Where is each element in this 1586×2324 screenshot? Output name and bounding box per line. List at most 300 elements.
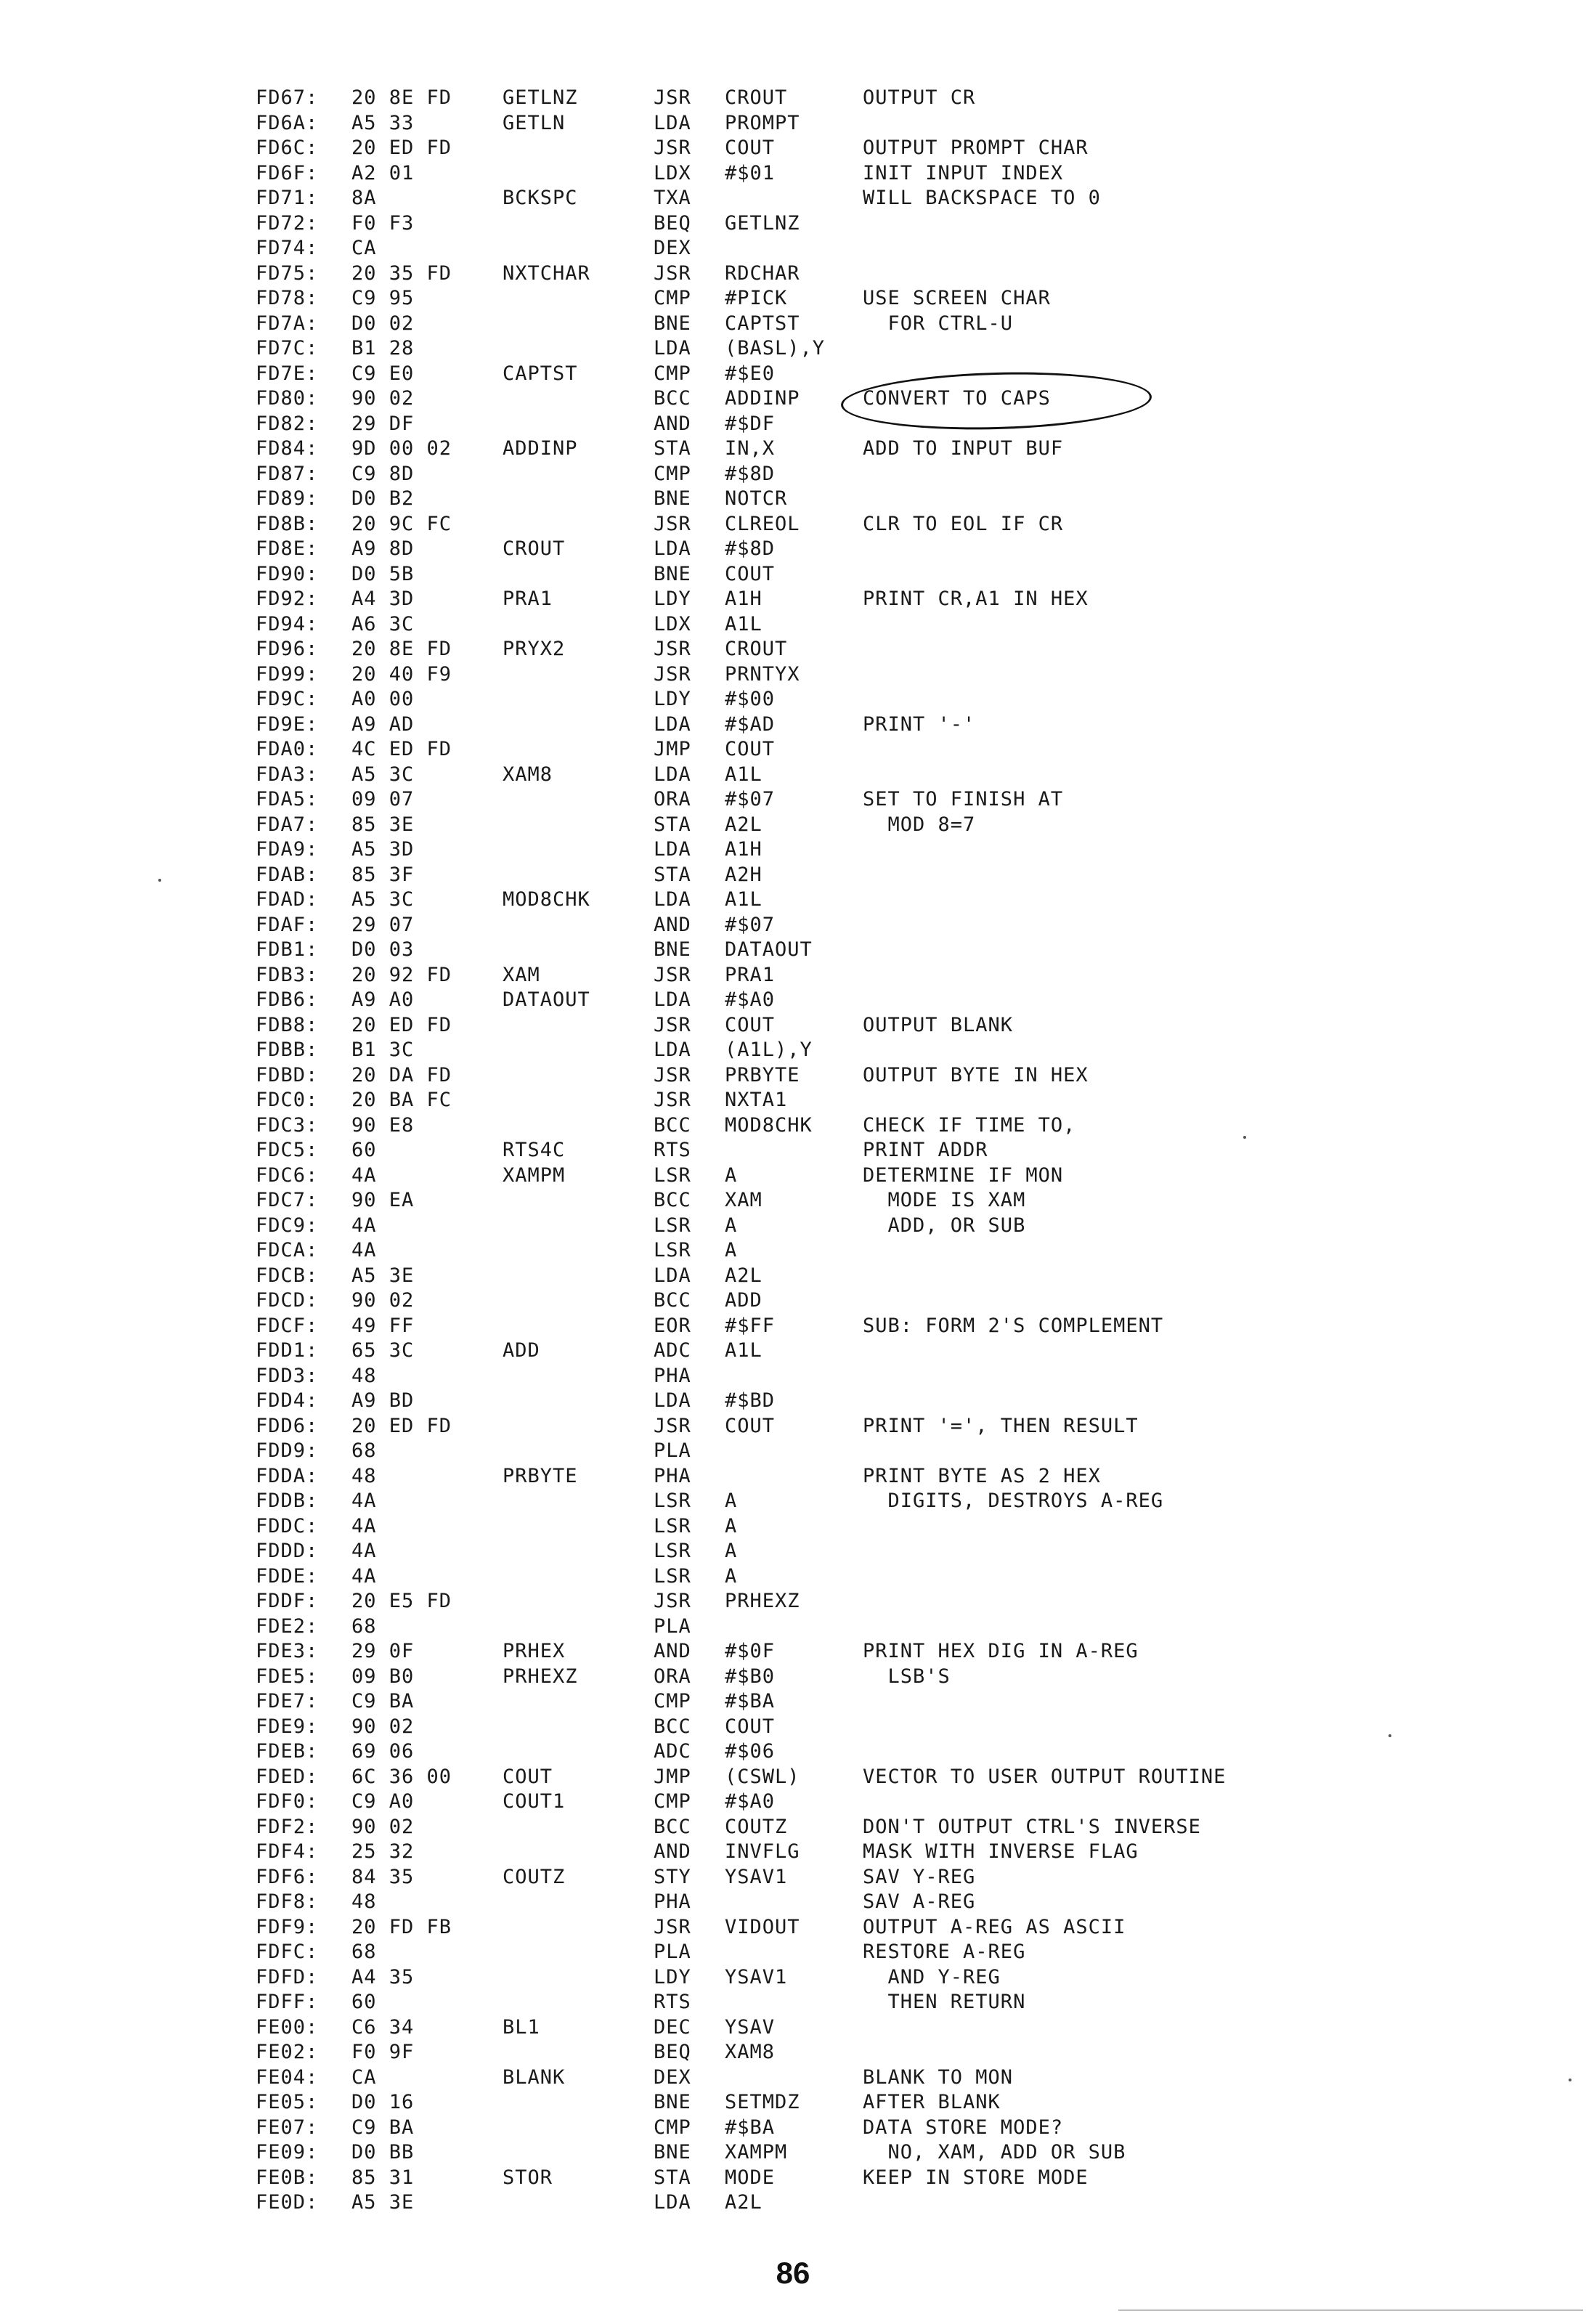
line-operand: COUT (725, 137, 776, 159)
line-label: PRHEX (503, 1640, 566, 1662)
listing-line (256, 186, 1345, 211)
line-bytes: A5 3E (351, 1264, 415, 1287)
listing-line (256, 562, 1345, 588)
line-comment: DETERMINE IF MON (863, 1163, 1064, 1187)
line-operand: A1L (725, 612, 762, 635)
line-bytes: 85 3F (351, 863, 415, 886)
line-op: JSR (654, 1063, 691, 1086)
listing-line (256, 587, 1345, 612)
line-addr: FE02: (256, 2041, 319, 2063)
line-addr: FDC7: (256, 1189, 319, 1211)
line-label: GETLN (503, 111, 566, 134)
listing-line (256, 336, 1345, 362)
line-operand: PRHEXZ (725, 1590, 800, 1612)
line-label: ADDINP (503, 437, 578, 460)
line-addr: FDAF: (256, 913, 319, 936)
line-operand: A (725, 1514, 738, 1537)
listing-line (256, 2040, 1345, 2065)
line-bytes: 90 EA (351, 1189, 415, 1211)
listing-line (256, 1364, 1345, 1389)
line-op: ADC (654, 1740, 691, 1763)
line-addr: FDE2: (256, 1614, 319, 1638)
line-op: ORA (654, 1665, 691, 1688)
line-addr: FDC3: (256, 1113, 319, 1137)
line-operand: A (725, 1163, 738, 1187)
line-bytes: C9 95 (351, 287, 415, 309)
line-bytes: CA (351, 237, 377, 259)
line-comment: FOR CTRL-U (863, 312, 1014, 335)
line-label: PRA1 (503, 588, 553, 610)
line-operand: #$8D (725, 537, 776, 560)
listing-line (256, 988, 1345, 1013)
line-bytes: 4A (351, 1214, 377, 1237)
line-bytes: 4A (351, 1540, 377, 1562)
line-bytes: 25 32 (351, 1840, 415, 1863)
line-operand: PROMPT (725, 111, 800, 134)
line-operand: RDCHAR (725, 261, 800, 285)
listing-line (256, 1414, 1345, 1439)
line-operand: #$B0 (725, 1665, 776, 1688)
line-bytes: B1 3C (351, 1039, 415, 1061)
listing-line (256, 462, 1345, 487)
line-op: CMP (654, 1790, 691, 1813)
line-addr: FDDC: (256, 1514, 319, 1537)
listing-line (256, 1389, 1345, 1414)
line-bytes: 90 E8 (351, 1113, 415, 1137)
line-addr: FDF8: (256, 1890, 319, 1913)
line-operand: #$BA (725, 1690, 776, 1712)
line-bytes: D0 16 (351, 2091, 415, 2113)
line-bytes: D0 02 (351, 312, 415, 335)
listing-line (256, 1314, 1345, 1339)
line-label: CAPTST (503, 362, 578, 385)
line-op: RTS (654, 1991, 691, 2013)
line-addr: FDE9: (256, 1715, 319, 1738)
line-bytes: A4 35 (351, 1965, 415, 1988)
listing-line (256, 913, 1345, 938)
listing-line (256, 1113, 1345, 1139)
line-op: JSR (654, 1590, 691, 1612)
line-operand: A (725, 1540, 738, 1562)
line-op: ADC (654, 1339, 691, 1362)
line-bytes: A5 3C (351, 888, 415, 911)
line-operand: #$E0 (725, 362, 776, 385)
line-operand: A (725, 1214, 738, 1237)
line-operand: CLREOL (725, 512, 800, 535)
line-op: STA (654, 437, 691, 460)
line-operand: IN,X (725, 437, 776, 460)
line-op: LDA (654, 838, 691, 861)
line-op: PHA (654, 1364, 691, 1387)
line-comment: OUTPUT BLANK (863, 1013, 1014, 1036)
listing-line (256, 687, 1345, 712)
line-label: COUTZ (503, 1865, 566, 1888)
line-bytes: F0 F3 (351, 211, 415, 235)
line-op: DEX (654, 237, 691, 259)
line-operand: VIDOUT (725, 1915, 800, 1938)
listing-line (256, 1439, 1345, 1464)
line-addr: FE04: (256, 2065, 319, 2089)
line-comment: PRINT ADDR (863, 1139, 988, 1161)
line-comment: NO, XAM, ADD OR SUB (863, 2141, 1126, 2163)
line-operand: A (725, 1490, 738, 1512)
listing-line (256, 312, 1345, 337)
listing-line (256, 1614, 1345, 1640)
line-op: LDA (654, 2191, 691, 2214)
line-comment: SET TO FINISH AT (863, 788, 1064, 810)
line-bytes: 85 31 (351, 2166, 415, 2189)
line-operand: ADD (725, 1289, 762, 1312)
line-addr: FDEB: (256, 1740, 319, 1763)
line-bytes: 20 BA FC (351, 1089, 452, 1111)
line-op: LDA (654, 888, 691, 911)
line-op: BCC (654, 1113, 691, 1137)
line-op: JSR (654, 137, 691, 159)
line-label: PRBYTE (503, 1464, 578, 1487)
listing-line (256, 1238, 1345, 1264)
line-operand: A (725, 1564, 738, 1588)
line-addr: FD6A: (256, 111, 319, 134)
line-label: NXTCHAR (503, 261, 590, 285)
listing-line (256, 637, 1345, 662)
line-comment: MODE IS XAM (863, 1189, 1026, 1211)
line-addr: FDC9: (256, 1214, 319, 1237)
listing-line (256, 1715, 1345, 1740)
listing-line (256, 386, 1345, 412)
listing-line (256, 111, 1345, 137)
line-bytes: A2 01 (351, 161, 415, 184)
bottom-rule (1118, 2309, 1583, 2311)
line-operand: CROUT (725, 638, 788, 660)
line-comment: AND Y-REG (863, 1965, 1001, 1988)
line-op: JMP (654, 738, 691, 760)
line-operand: PRNTYX (725, 662, 800, 686)
line-operand: #$8D (725, 462, 776, 485)
listing-line (256, 1940, 1345, 1965)
listing-line (256, 1138, 1345, 1163)
listing-line (256, 1689, 1345, 1715)
line-comment: DATA STORE MODE? (863, 2116, 1064, 2139)
line-addr: FDB3: (256, 963, 319, 986)
line-addr: FDCA: (256, 1239, 319, 1261)
line-op: RTS (654, 1139, 691, 1161)
line-bytes: C9 E0 (351, 362, 415, 385)
line-addr: FDAD: (256, 888, 319, 911)
line-label: ADD (503, 1339, 540, 1362)
listing-line (256, 1063, 1345, 1089)
line-addr: FE09: (256, 2141, 319, 2163)
line-op: AND (654, 1840, 691, 1863)
listing-line (256, 1464, 1345, 1490)
line-op: EOR (654, 1314, 691, 1337)
listing-line (256, 1539, 1345, 1564)
line-addr: FDA5: (256, 788, 319, 810)
line-bytes: C9 BA (351, 1690, 415, 1712)
line-operand: COUT (725, 1013, 776, 1036)
line-comment: INIT INPUT INDEX (863, 161, 1064, 184)
line-operand: PRA1 (725, 963, 776, 986)
line-operand: YSAV1 (725, 1865, 788, 1888)
line-addr: FDF4: (256, 1840, 319, 1863)
line-op: LSR (654, 1214, 691, 1237)
line-bytes: 48 (351, 1464, 377, 1487)
line-operand: DATAOUT (725, 938, 813, 961)
line-operand: COUT (725, 562, 776, 585)
line-addr: FDB1: (256, 938, 319, 961)
line-operand: CROUT (725, 86, 788, 109)
line-operand: XAMPM (725, 2141, 788, 2163)
line-addr: FE05: (256, 2091, 319, 2113)
line-addr: FD90: (256, 562, 319, 585)
line-op: CMP (654, 2116, 691, 2139)
line-op: BEQ (654, 211, 691, 235)
line-comment: DIGITS, DESTROYS A-REG (863, 1490, 1164, 1512)
line-bytes: 20 FD FB (351, 1915, 452, 1938)
listing-line (256, 1915, 1345, 1941)
line-op: PHA (654, 1464, 691, 1487)
listing-line (256, 612, 1345, 638)
line-bytes: 4A (351, 1514, 377, 1537)
line-op: CMP (654, 1690, 691, 1712)
line-op: BEQ (654, 2041, 691, 2063)
line-op: LDA (654, 763, 691, 786)
line-bytes: 4A (351, 1564, 377, 1588)
line-addr: FD7C: (256, 337, 319, 359)
line-addr: FD7A: (256, 312, 319, 335)
assembly-listing (256, 86, 1345, 2216)
listing-line (256, 662, 1345, 688)
listing-line (256, 1038, 1345, 1063)
line-addr: FDC5: (256, 1139, 319, 1161)
line-op: LDX (654, 161, 691, 184)
line-addr: FDFC: (256, 1941, 319, 1963)
line-op: JSR (654, 638, 691, 660)
line-bytes: A5 3E (351, 2191, 415, 2214)
line-operand: #$DF (725, 412, 776, 435)
line-operand: #$07 (725, 788, 776, 810)
line-bytes: 90 02 (351, 1289, 415, 1312)
line-comment: LSB'S (863, 1665, 951, 1688)
line-addr: FD99: (256, 662, 319, 686)
listing-line (256, 837, 1345, 863)
line-label: DATAOUT (503, 988, 590, 1011)
line-op: LDA (654, 337, 691, 359)
listing-line (256, 737, 1345, 763)
listing-line (256, 537, 1345, 562)
line-addr: FD74: (256, 237, 319, 259)
line-op: BNE (654, 938, 691, 961)
line-bytes: 9D 00 02 (351, 437, 452, 460)
line-operand: A2L (725, 2191, 762, 2214)
line-addr: FD6F: (256, 161, 319, 184)
line-op: LDA (654, 988, 691, 1011)
line-label: XAM (503, 963, 540, 986)
line-bytes: 68 (351, 1614, 377, 1638)
line-label: BCKSPC (503, 187, 578, 209)
line-op: CMP (654, 287, 691, 309)
line-operand: #$BD (725, 1389, 776, 1412)
line-bytes: 20 9C FC (351, 512, 452, 535)
listing-line (256, 1865, 1345, 1890)
line-label: STOR (503, 2166, 553, 2189)
line-bytes: 20 92 FD (351, 963, 452, 986)
listing-line (256, 1990, 1345, 2015)
line-bytes: 6C 36 00 (351, 1765, 452, 1788)
line-comment: PRINT BYTE AS 2 HEX (863, 1464, 1101, 1487)
line-addr: FD8E: (256, 537, 319, 560)
line-addr: FD7E: (256, 362, 319, 385)
line-label: COUT1 (503, 1790, 566, 1813)
listing-line (256, 813, 1345, 838)
line-op: LSR (654, 1514, 691, 1537)
line-bytes: 48 (351, 1890, 377, 1913)
line-addr: FDF2: (256, 1815, 319, 1838)
line-comment: CLR TO EOL IF CR (863, 512, 1064, 535)
line-addr: FD6C: (256, 137, 319, 159)
line-comment: OUTPUT BYTE IN HEX (863, 1063, 1089, 1086)
line-bytes: 69 06 (351, 1740, 415, 1763)
line-operand: #$A0 (725, 1790, 776, 1813)
line-comment: ADD TO INPUT BUF (863, 437, 1064, 460)
line-op: LDA (654, 537, 691, 560)
line-op: DEC (654, 2015, 691, 2039)
line-comment: MASK WITH INVERSE FLAG (863, 1840, 1139, 1863)
line-operand: (CSWL) (725, 1765, 800, 1788)
line-bytes: C6 34 (351, 2015, 415, 2039)
line-addr: FDBB: (256, 1039, 319, 1061)
line-label: COUT (503, 1765, 553, 1788)
listing-line (256, 512, 1345, 537)
line-bytes: A5 3D (351, 838, 415, 861)
line-addr: FD94: (256, 612, 319, 635)
line-op: BCC (654, 1715, 691, 1738)
line-op: PLA (654, 1614, 691, 1638)
line-bytes: 48 (351, 1364, 377, 1387)
line-addr: FE0B: (256, 2166, 319, 2189)
line-operand: A2L (725, 1264, 762, 1287)
line-bytes: 85 3E (351, 813, 415, 836)
line-operand: #$07 (725, 913, 776, 936)
listing-line (256, 1088, 1345, 1113)
line-addr: FD87: (256, 462, 319, 485)
line-comment: CONVERT TO CAPS (863, 387, 1051, 410)
line-bytes: B1 28 (351, 337, 415, 359)
listing-line (256, 1163, 1345, 1189)
line-op: JSR (654, 1915, 691, 1938)
line-comment: PRINT '=', THEN RESULT (863, 1414, 1139, 1437)
line-addr: FDCD: (256, 1289, 319, 1312)
line-addr: FD67: (256, 86, 319, 109)
line-comment: BLANK TO MON (863, 2065, 1014, 2089)
listing-line (256, 712, 1345, 738)
line-bytes: A5 3C (351, 763, 415, 786)
line-bytes: 90 02 (351, 1815, 415, 1838)
listing-line (256, 787, 1345, 813)
scan-speck (1569, 2079, 1571, 2081)
line-bytes: 09 07 (351, 788, 415, 810)
line-op: PLA (654, 1439, 691, 1462)
line-addr: FD8B: (256, 512, 319, 535)
line-addr: FDC0: (256, 1089, 319, 1111)
line-operand: COUT (725, 1414, 776, 1437)
line-operand: CAPTST (725, 312, 800, 335)
listing-line (256, 887, 1345, 913)
line-addr: FDD9: (256, 1439, 319, 1462)
line-op: JSR (654, 1414, 691, 1437)
line-bytes: 20 8E FD (351, 86, 452, 109)
line-op: JMP (654, 1765, 691, 1788)
line-op: BCC (654, 1189, 691, 1211)
listing-line (256, 2166, 1345, 2191)
line-addr: FD84: (256, 437, 319, 460)
line-bytes: A9 A0 (351, 988, 415, 1011)
listing-line (256, 1214, 1345, 1239)
listing-line (256, 1338, 1345, 1364)
line-bytes: A5 33 (351, 111, 415, 134)
line-op: LDA (654, 712, 691, 736)
line-addr: FDAB: (256, 863, 319, 886)
line-op: AND (654, 913, 691, 936)
line-bytes: 90 02 (351, 1715, 415, 1738)
line-addr: FDE7: (256, 1690, 319, 1712)
line-operand: A2H (725, 863, 762, 886)
line-bytes: 84 35 (351, 1865, 415, 1888)
listing-line (256, 2015, 1345, 2041)
line-label: XAM8 (503, 763, 553, 786)
line-addr: FD80: (256, 387, 319, 410)
line-op: JSR (654, 963, 691, 986)
line-addr: FDF9: (256, 1915, 319, 1938)
line-addr: FDDF: (256, 1590, 319, 1612)
line-operand: #PICK (725, 287, 788, 309)
line-comment: PRINT '-' (863, 712, 976, 736)
line-addr: FD78: (256, 287, 319, 309)
listing-line (256, 1765, 1345, 1790)
line-addr: FE00: (256, 2015, 319, 2039)
line-comment: OUTPUT A-REG AS ASCII (863, 1915, 1126, 1938)
line-comment: OUTPUT PROMPT CHAR (863, 137, 1089, 159)
line-label: PRYX2 (503, 638, 566, 660)
line-addr: FDA3: (256, 763, 319, 786)
line-operand: MODE (725, 2166, 776, 2189)
line-comment: THEN RETURN (863, 1991, 1026, 2013)
line-op: BNE (654, 562, 691, 585)
line-op: LDA (654, 1264, 691, 1287)
line-op: LSR (654, 1564, 691, 1588)
listing-line (256, 963, 1345, 988)
line-addr: FD9C: (256, 688, 319, 710)
line-operand: (A1L),Y (725, 1039, 813, 1061)
line-bytes: 29 0F (351, 1640, 415, 1662)
line-label: MOD8CHK (503, 888, 590, 911)
listing-line (256, 1665, 1345, 1690)
line-addr: FDCF: (256, 1314, 319, 1337)
line-op: LDX (654, 612, 691, 635)
line-op: LDY (654, 1965, 691, 1988)
line-addr: FD72: (256, 211, 319, 235)
line-op: CMP (654, 362, 691, 385)
line-comment: SUB: FORM 2'S COMPLEMENT (863, 1314, 1164, 1337)
line-addr: FDDE: (256, 1564, 319, 1588)
line-addr: FDCB: (256, 1264, 319, 1287)
line-label: BL1 (503, 2015, 540, 2039)
line-comment: SAV A-REG (863, 1890, 976, 1913)
line-operand: A2L (725, 813, 762, 836)
listing-line (256, 412, 1345, 437)
line-operand: GETLNZ (725, 211, 800, 235)
line-addr: FDF0: (256, 1790, 319, 1813)
listing-line (256, 1639, 1345, 1665)
